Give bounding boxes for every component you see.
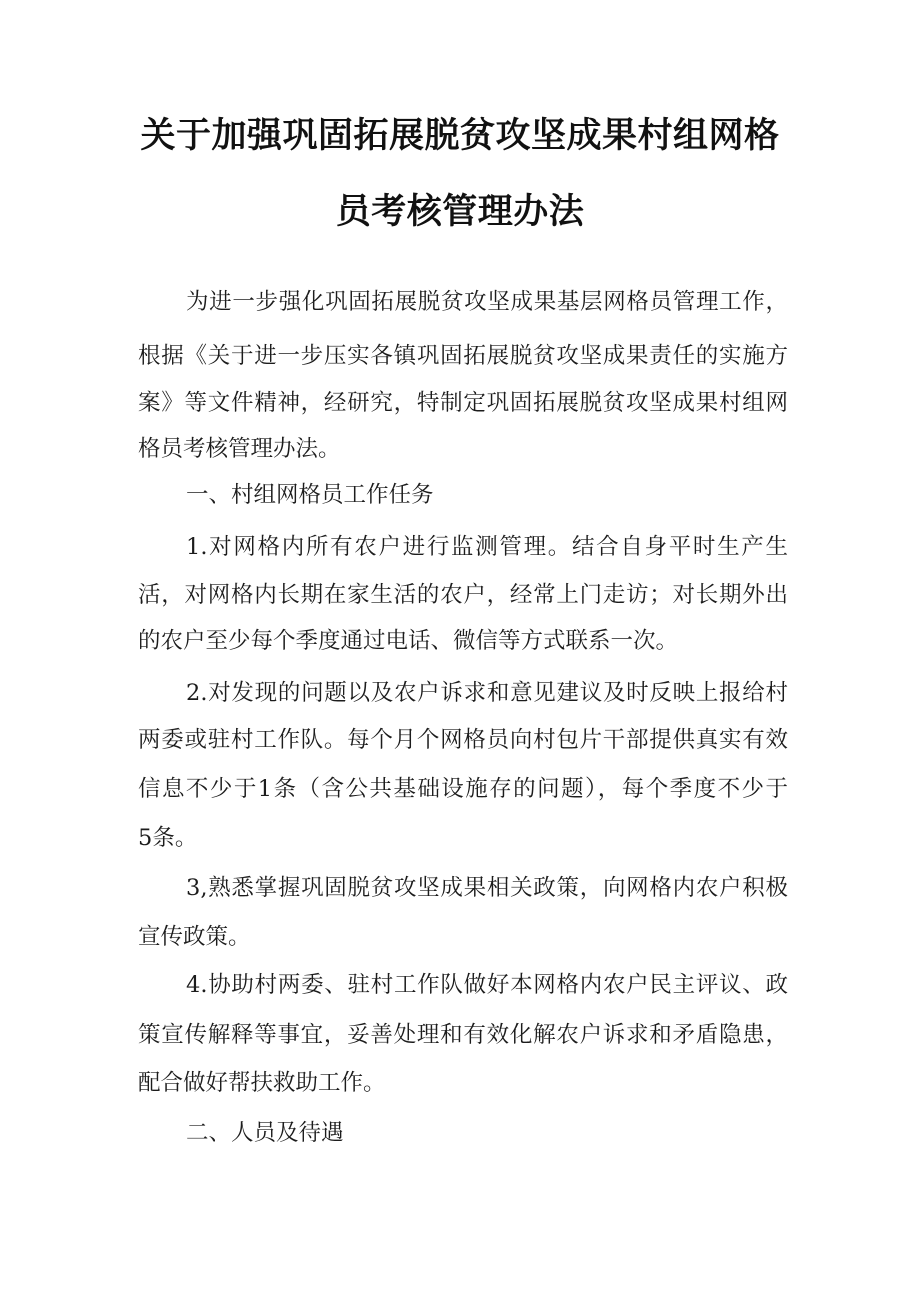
task-item-3-line: 3,熟悉掌握巩固脱贫攻坚成果相关政策，向网格内农户积极	[186, 875, 788, 901]
document-title-line-1: 关于加强巩固拓展脱贫攻坚成果村组网格	[140, 116, 780, 156]
task-item-2-line: 两委或驻村工作队。每个月个网格员向村包片干部提供真实有效	[138, 727, 788, 753]
task-item-4-line: 策宣传解释等事宜，妥善处理和有效化解农户诉求和矛盾隐患，	[138, 1022, 788, 1048]
section-heading-personnel: 二、人员及待遇	[186, 1120, 344, 1146]
paragraph-intro-line: 为进一步强化巩固拓展脱贫攻坚成果基层网格员管理工作，	[186, 289, 788, 315]
task-item-2-line: 2.对发现的问题以及农户诉求和意见建议及时反映上报给村	[186, 680, 788, 706]
paragraph-intro-line: 格员考核管理办法。	[138, 436, 341, 462]
task-item-4-line: 配合做好帮扶救助工作。	[138, 1070, 386, 1096]
section-heading-tasks: 一、村组网格员工作任务	[186, 482, 434, 508]
paragraph-intro-line: 根据《关于进一步压实各镇巩固拓展脱贫攻坚成果责任的实施方	[138, 343, 788, 369]
task-item-1-line: 活，对网格内长期在家生活的农户，经常上门走访；对长期外出	[138, 582, 788, 608]
task-item-4-line: 4.协助村两委、驻村工作队做好本网格内农户民主评议、政	[186, 972, 788, 998]
task-item-2-line: 信息不少于1条（含公共基础设施存的问题），每个季度不少于	[138, 776, 788, 802]
task-item-1-line: 1.对网格内所有农户进行监测管理。结合自身平时生产生	[186, 534, 788, 560]
task-item-2-line: 5条。	[138, 825, 198, 851]
document-title-line-2: 员考核管理办法	[335, 192, 585, 232]
task-item-1-line: 的农户至少每个季度通过电话、微信等方式联系一次。	[138, 628, 679, 654]
paragraph-intro-line: 案》等文件精神，经研究，特制定巩固拓展脱贫攻坚成果村组网	[138, 390, 788, 416]
task-item-3-line: 宣传政策。	[138, 924, 251, 950]
